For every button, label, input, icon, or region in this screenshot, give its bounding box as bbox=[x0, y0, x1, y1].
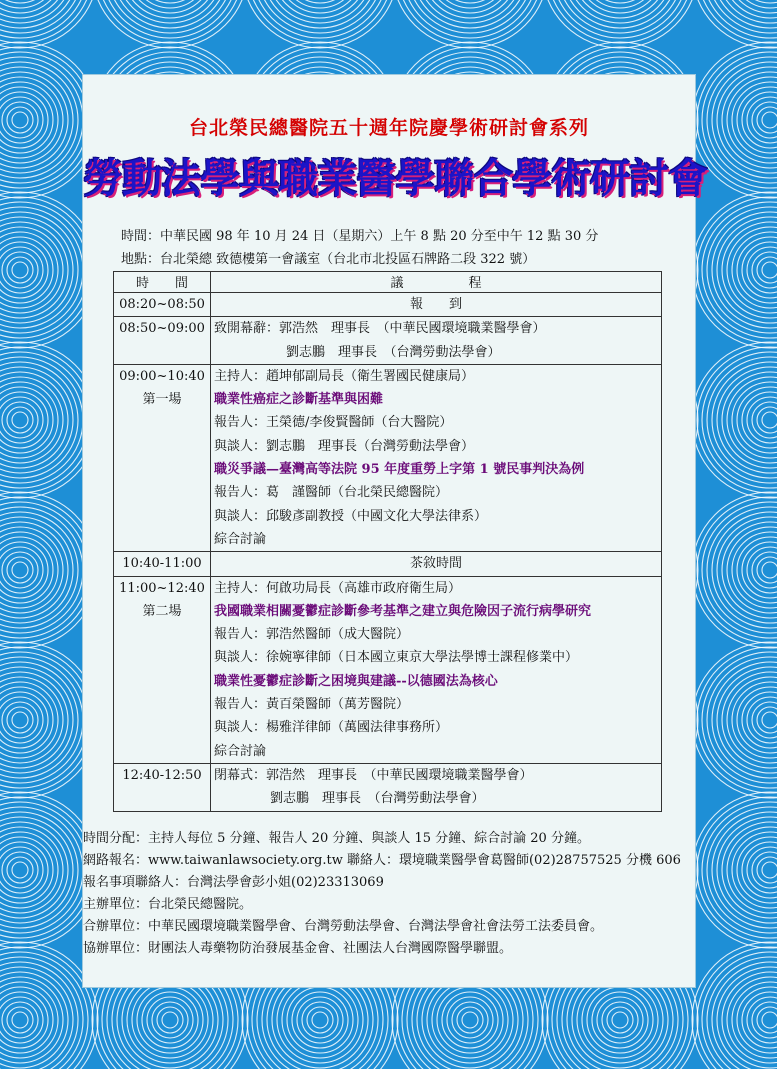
table-row bbox=[114, 293, 662, 317]
closing-speech-1: 閉幕式：郭浩然 理事長 （中華民國環境職業醫學會） bbox=[214, 767, 533, 783]
slot-time: 10:40-11:00 bbox=[122, 556, 202, 572]
session-host: 主持人：何啟功局長（高雄市政府衛生局） bbox=[214, 580, 462, 596]
reporter: 報告人：王榮德/李俊賢醫師（台大醫院） bbox=[214, 415, 453, 431]
time-allocation: 時間分配：主持人每位 5 分鐘、報告人 20 分鐘、與談人 15 分鐘、綜合討論 20 分鐘。 bbox=[83, 831, 590, 846]
opening-speech-1: 致開幕辭：郭浩然 理事長 （中華民國環境職業醫學會） bbox=[214, 321, 546, 337]
reporter: 報告人：葛 謹醫師（台北榮民總醫院） bbox=[214, 485, 449, 501]
slot-time: 11:00~12:40 bbox=[119, 580, 205, 596]
table-row bbox=[114, 552, 662, 576]
registration-contact: 報名事項聯絡人：台灣法學會彭小姐(02)23313069 bbox=[83, 875, 384, 890]
event-place: 地點：台北榮總 致德樓第一會議室（台北市北投區石牌路二段 322 號） bbox=[121, 252, 536, 267]
series-title: 台北榮民總醫院五十週年院慶學術研討會系列 bbox=[188, 117, 589, 139]
topic-title: 職災爭議—臺灣高等法院 95 年度重勞上字第 1 號民事判決為例 bbox=[214, 462, 585, 478]
header-agenda: 議 程 bbox=[211, 272, 662, 293]
schedule-table bbox=[113, 271, 662, 812]
slot-time: 09:00~10:40 bbox=[119, 368, 205, 384]
topic-title: 我國職業相關憂鬱症診斷參考基準之建立與危險因子流行病學研究 bbox=[214, 603, 592, 619]
slot-time: 08:20~08:50 bbox=[119, 297, 205, 312]
topic-title: 職業性癌症之診斷基準與困難 bbox=[214, 392, 384, 408]
event-time: 時間：中華民國 98 年 10 月 24 日（星期六）上午 8 點 20 分至中午 12 點 30 分 bbox=[121, 229, 599, 244]
table-row bbox=[114, 364, 662, 551]
reporter: 報告人：黃百榮醫師（萬芳醫院） bbox=[214, 697, 410, 713]
header-time: 時 間 bbox=[114, 272, 211, 293]
opening-speech-2: 劉志鵬 理事長 （台灣勞動法學會） bbox=[286, 344, 501, 360]
topic-title: 職業性憂鬱症診斷之困境與建議--以德國法為核心 bbox=[214, 673, 498, 689]
discussant: 與談人：楊雅洋律師（萬國法律事務所） bbox=[214, 720, 449, 736]
tea-break: 茶敘時間 bbox=[409, 556, 462, 572]
registration-item: 報 到 bbox=[409, 297, 462, 312]
table-row bbox=[114, 317, 662, 365]
session-host: 主持人：趙坤郁副局長（衛生署國民健康局） bbox=[214, 368, 475, 384]
slot-time: 12:40-12:50 bbox=[122, 767, 202, 783]
slot-time: 08:50~09:00 bbox=[119, 321, 205, 337]
co-organizer: 合辦單位：中華民國環境職業醫學會、台灣勞動法學會、台灣法學會社會法勞工法委員會。 bbox=[83, 919, 604, 934]
discussant: 與談人：邱駿彥副教授（中國文化大學法律系） bbox=[214, 508, 488, 524]
general-discussion: 綜合討論 bbox=[214, 531, 267, 547]
poster-sheet bbox=[83, 75, 707, 987]
organizer: 主辦單位：台北榮民總醫院。 bbox=[83, 897, 253, 912]
online-registration: 網路報名：www.taiwanlawsociety.org.tw 聯絡人：環境職業醫學會葛醫師(02)28757525 分機 606 bbox=[83, 853, 681, 868]
closing-speech-2: 劉志鵬 理事長 （台灣勞動法學會） bbox=[270, 791, 485, 807]
table-row bbox=[114, 763, 662, 811]
assisting-organizer: 協辦單位：財團法人毒藥物防治發展基金會、社團法人台灣國際醫學聯盟。 bbox=[83, 941, 513, 956]
main-title: 勞動法學與職業醫學聯合學術研討會 bbox=[83, 156, 707, 202]
discussant: 與談人：徐婉寧律師（日本國立東京大學法學博士課程修業中） bbox=[214, 650, 579, 666]
reporter: 報告人：郭浩然醫師（成大醫院） bbox=[214, 627, 410, 643]
general-discussion: 綜合討論 bbox=[214, 743, 267, 759]
session-label: 第二場 bbox=[142, 603, 182, 619]
discussant: 與談人：劉志鵬 理事長（台灣勞動法學會） bbox=[214, 438, 475, 454]
table-row bbox=[114, 576, 662, 763]
table-header-row bbox=[114, 272, 662, 293]
session-label: 第一場 bbox=[142, 392, 182, 408]
